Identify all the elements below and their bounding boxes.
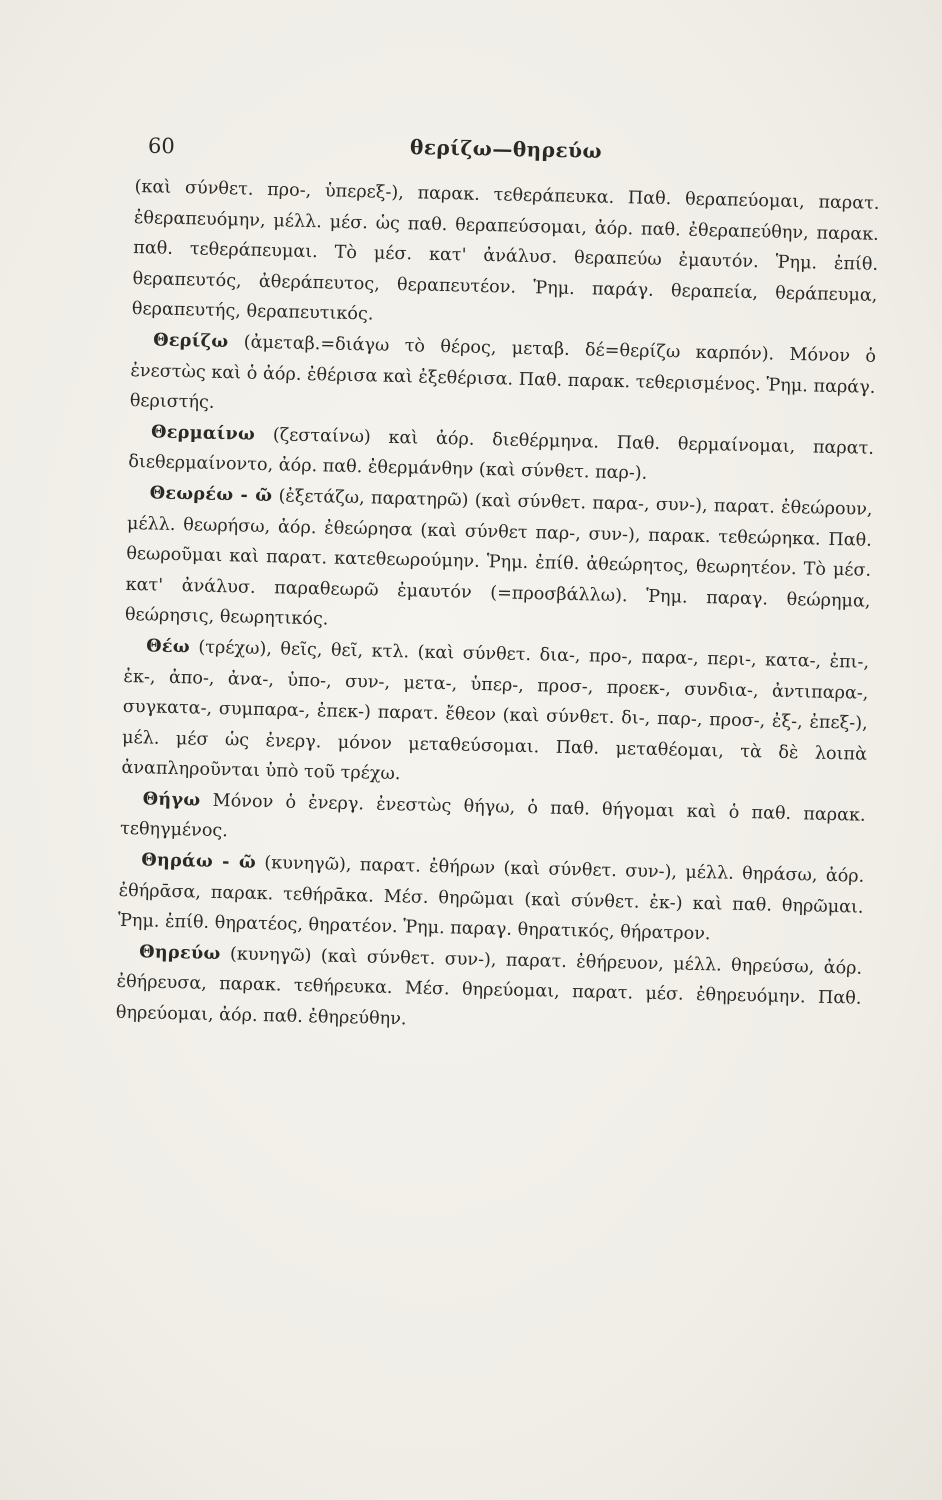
page-body xyxy=(116,172,880,1045)
entry-text: (ἀμεταβ.=διάγω τὸ θέρος, μεταβ. δέ=θερίζω καρπόν). Μόνον ὁ ἐνεστὼς καὶ ὁ ἀόρ. ἐθέρισα καὶ ἐξεθέρισα. Παθ. παρακ. τεθερισμένος. Ῥημ. παράγ. θεριστής. xyxy=(129,332,877,414)
dictionary-entry-therao xyxy=(118,845,865,954)
entry-headword: Θήγω xyxy=(142,788,201,811)
entry-headword: Θηρεύω xyxy=(139,941,221,964)
page-number: 60 xyxy=(147,133,175,159)
running-head: θερίζω—θηρεύω xyxy=(409,134,603,164)
entry-text: (ἐξετάζω, παρατηρῶ) (καὶ σύνθετ. παρα-, συν-), παρατ. ἐθεώρουν, μέλλ. θεωρήσω, ἀόρ. ἐθεώρησα (καὶ σύνθετ παρ-, συν-), παρακ. τεθεώρηκα. Παθ. θεωροῦμαι καὶ παρατ. κατεθεωρούμην. Ῥημ. ἐπίθ. ἀθεώρητος, θεωρητέον. Τὸ μέσ. κατ' ἀνάλυσ. παραθεωρῶ ἐμαυτόν (=προσβάλλω). Ῥημ. παραγ. θεώρημα, θεώρησις, θεωρητικός. xyxy=(124,486,873,630)
dictionary-entry-theo xyxy=(121,631,869,801)
page-header xyxy=(148,134,668,170)
entry-headword: Θέω xyxy=(146,635,191,658)
entry-headword: Θερίζω xyxy=(152,329,229,353)
entry-text: (τρέχω), θεῖς, θεῖ, κτλ. (καὶ σύνθετ. δια-, προ-, παρα-, περι-, κατα-, ἐπι-, ἐκ-, ἀπο-, ἀνα-, ὑπο-, συν-, μετα-, ὑπερ-, προσ-, προεκ-, συνδια-, ἀντιπαρα-, συγκατα-, συμπαρα-, ἐπεκ-) παρατ. ἔθεον (καὶ σύνθετ. δι-, παρ-, προσ-, ἐξ-, ἐπεξ-), μέλ. μέσ ὡς ἐνεργ. μόνον μεταθεύσομαι. Παθ. μεταθέομαι, τὰ δὲ λοιπὰ ἀναπληροῦνται ὑπὸ τοῦ τρέχω. xyxy=(121,637,870,785)
entry-text: (κυνηγῶ), παρατ. ἐθήρων (καὶ σύνθετ. συν-), μέλλ. θηράσω, ἀόρ. ἐθήρᾱσα, παρακ. τεθήρᾱκα. Μέσ. θηρῶμαι (καὶ σύνθετ. ἐκ-) καὶ παθ. θηρῶμαι. Ῥημ. ἐπίθ. θηρατέος, θηρατέον. Ῥημ. παραγ. θηρατικός, θήρατρον. xyxy=(117,853,865,945)
entry-headword: Θεωρέω - ῶ xyxy=(149,482,273,507)
entry-headword: Θηράω - ῶ xyxy=(141,849,257,873)
entry-headword: Θερμαίνω xyxy=(150,421,256,445)
dictionary-entry-thereuo xyxy=(116,937,863,1046)
entry-text: Μόνον ὁ ἐνεργ. ἐνεστὼς θήγω, ὁ παθ. θήγομαι καὶ ὁ παθ. παρακ. τεθηγμένος. xyxy=(119,790,866,842)
dictionary-entry-theoreo xyxy=(125,478,873,648)
entry-text: (καὶ σύνθετ. προ-, ὑπερεξ-), παρακ. τεθεράπευκα. Παθ. θεραπεύομαι, παρατ. ἐθεραπευόμην, μέλλ. μέσ. ὡς παθ. θεραπεύσομαι, ἀόρ. παθ. ἐθεραπεύθην, παρακ. παθ. τεθεράπευμαι. Τὸ μέσ. κατ' ἀνάλυσ. θεραπεύω ἐμαυτόν. Ῥημ. ἐπίθ. θεραπευτός, ἀθεράπευτος, θεραπευτέον. Ῥημ. παράγ. θεραπεία, θεράπευμα, θεραπευτής, θεραπευτικός. xyxy=(131,176,880,325)
entry-text: (ζεσταίνω) καὶ ἀόρ. διεθέρμηνα. Παθ. θερμαίνομαι, παρατ. διεθερμαίνοντο, ἀόρ. παθ. ἐθερμάνθην (καὶ σύνθετ. παρ-). xyxy=(128,424,875,485)
dictionary-entry-continuation xyxy=(132,172,880,342)
dictionary-entry-therizo xyxy=(129,325,876,434)
entry-text: (κυνηγῶ) (καὶ σύνθετ. συν-), παρατ. ἐθήρευον, μέλλ. θηρεύσω, ἀόρ. ἐθήρευσα, παρακ. τεθήρευκα. Μέσ. θηρεύομαι, παρατ. μέσ. ἐθηρευόμην. Παθ. θηρεύομαι, ἀόρ. παθ. ἐθηρεύθην. xyxy=(115,944,863,1030)
